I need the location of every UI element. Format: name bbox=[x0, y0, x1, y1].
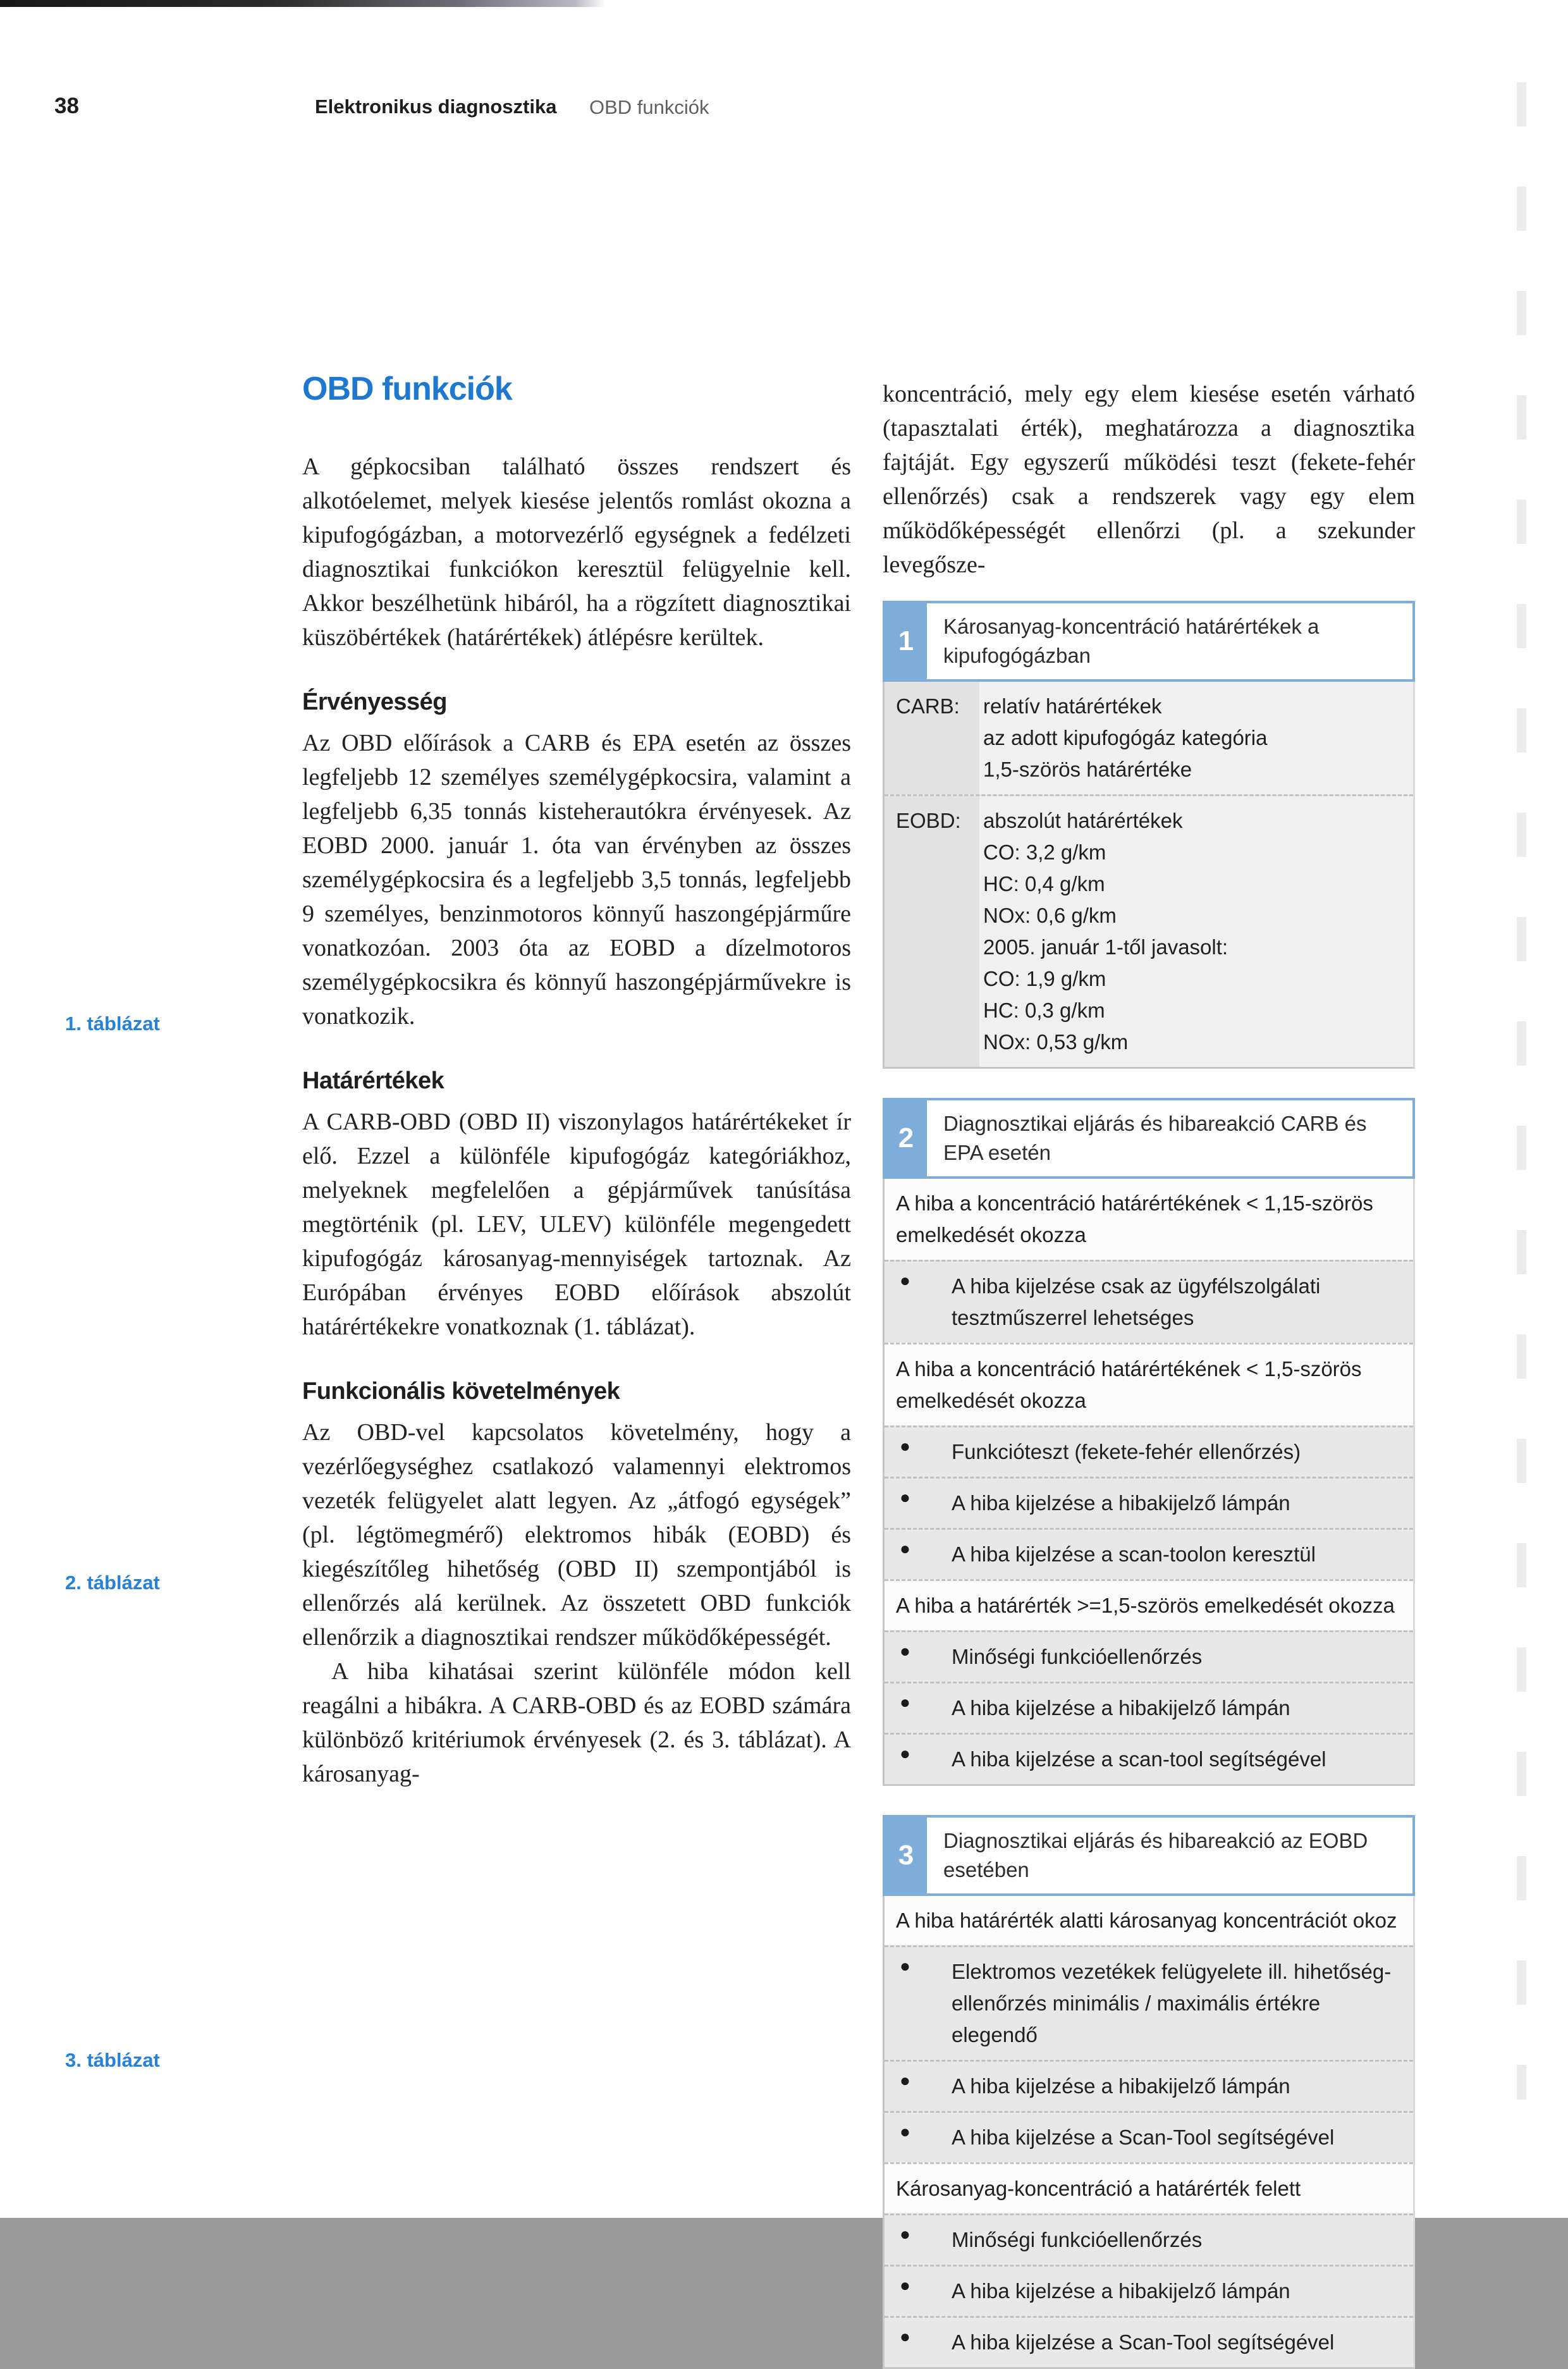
paragraph-validity: Az OBD előírások a CARB és EPA esetén az összes legfeljebb 12 személyes személygépkocsira, valamint a legfeljebb 6,35 tonnás kisteherautókra érvényesek. Az EOBD 2000. január 1. óta van érvényben az összes személygépkocsira és a legfeljebb 3,5 tonnás, legfeljebb 9 személyes, benzinmotoros könnyű haszongépjárműre vonatkozóan. 2003 óta az EOBD a dízelmotoros személygépkocsikra és könnyű haszongépjárművekre is vonatkozik. bbox=[302, 730, 851, 1030]
table-cell: NOx: 0,53 g/km bbox=[983, 1030, 1129, 1054]
bullet-text: Funkcióteszt (fekete-fehér ellenőrzés) bbox=[952, 1440, 1301, 1463]
bullet-icon bbox=[885, 1262, 952, 1343]
table-3-number-badge: 3 bbox=[885, 1818, 927, 1893]
table-1-body bbox=[883, 682, 1415, 1069]
bullet-icon bbox=[885, 2318, 952, 2367]
table-2-carb-epa-procedure bbox=[883, 1098, 1415, 1786]
table-bullet-row bbox=[885, 1528, 1413, 1579]
bullet-text: A hiba kijelzése a hibakijelző lámpán bbox=[952, 1696, 1290, 1720]
table-2-number-badge: 2 bbox=[885, 1100, 927, 1176]
bullet-text: A hiba kijelzése csak az ügyfélszolgálati tesztműszerrel lehetséges bbox=[952, 1274, 1321, 1329]
table-3-header bbox=[883, 1815, 1415, 1896]
paragraph-functional-2: A hiba kihatásai szerint különféle módon kell reagálni a hibákra. A CARB-OBD és az EOBD számára különböző kritériumok érvényesek (2. és 3. táblázat). A károsanyag- bbox=[302, 1658, 851, 1787]
paragraph-limits: A CARB-OBD (OBD II) viszonylagos határértékeket ír elő. Ezzel a különféle kipufogógáz kategóriákhoz, melyeknek megfelelően a gépjárművek tanúsítása megtörténik (pl. LEV, ULEV) különféle megengedett kipufogógáz károsanyag-mennyiségek tartoznak. Az Európában érvényes EOBD előírások abszolút határértékekre vonatkoznak (1. táblázat). bbox=[302, 1109, 851, 1340]
scan-edge-artifact bbox=[1517, 82, 1526, 2100]
table-section-row: A hiba a határérték >=1,5-szörös emelkedését okozza bbox=[885, 1579, 1413, 1630]
table-cell: 2005. január 1-től javasolt: bbox=[983, 935, 1228, 959]
left-column bbox=[302, 370, 851, 1791]
margin-label-table3: 3. táblázat bbox=[65, 2049, 160, 2071]
table-section-row: Károsanyag-koncentráció a határérték felett bbox=[885, 2162, 1413, 2213]
table-1-title: Károsanyag-koncentráció határértékek a kipufogógázban bbox=[943, 615, 1320, 667]
bullet-text: Minőségi funkcióellenőrzés bbox=[952, 1645, 1203, 1668]
bullet-text: Elektromos vezetékek felügyelete ill. hihetőség-ellenőrzés minimális / maximális értékre elegendő bbox=[952, 1960, 1392, 2046]
table-cell: HC: 0,4 g/km bbox=[983, 872, 1105, 895]
table-2-body bbox=[883, 1179, 1415, 1786]
margin-label-table1: 1. táblázat bbox=[65, 1012, 160, 1035]
table-bullet-row bbox=[885, 1630, 1413, 1682]
table-1-carb-label: CARB: bbox=[885, 682, 979, 794]
margin-label-table2: 2. táblázat bbox=[65, 1572, 160, 1594]
table-1-carb-values bbox=[979, 682, 1413, 794]
page-title: OBD funkciók bbox=[302, 371, 512, 407]
table-row bbox=[885, 682, 1413, 794]
table-cell: HC: 0,3 g/km bbox=[983, 999, 1105, 1022]
table-cell: 1,5-szörös határértéke bbox=[983, 758, 1192, 781]
table-cell: abszolút határértékek bbox=[983, 809, 1183, 832]
table-bullet-row bbox=[885, 1682, 1413, 1733]
table-bullet-row bbox=[885, 2316, 1413, 2367]
paragraph-functional-1: Az OBD-vel kapcsolatos követelmény, hogy a vezérlőegységhez csatlakozó valamennyi elektromos vezeték felügyelet alatt legyen. Az „átfogó egységek” (pl. légtömegmérő) elektromos hibák (EOBD) és kiegészítőleg hihetőség (OBD II) szempontjából is ellenőrzés alá kerülnek. Az összetett OBD funkciók ellenőrzik a diagnosztikai rendszer működőképességét. bbox=[302, 1419, 851, 1651]
right-column bbox=[883, 377, 1415, 2369]
heading-limits: Határértékek bbox=[302, 1068, 444, 1094]
table-1-eobd-label: EOBD: bbox=[885, 796, 979, 1067]
table-bullet-row bbox=[885, 1425, 1413, 1477]
bullet-text: A hiba kijelzése a hibakijelző lámpán bbox=[952, 2279, 1290, 2303]
table-bullet-row bbox=[885, 1260, 1413, 1343]
bullet-icon bbox=[885, 2062, 952, 2111]
table-1-emission-limits bbox=[883, 601, 1415, 1069]
bullet-text: A hiba kijelzése a hibakijelző lámpán bbox=[952, 1491, 1290, 1515]
running-header-section: OBD funkciók bbox=[589, 96, 709, 118]
bullet-text: Minőségi funkcióellenőrzés bbox=[952, 2228, 1203, 2251]
bullet-icon bbox=[885, 1632, 952, 1682]
table-bullet-row bbox=[885, 2265, 1413, 2316]
bullet-icon bbox=[885, 2267, 952, 2316]
table-2-header bbox=[883, 1098, 1415, 1179]
bullet-icon bbox=[885, 1530, 952, 1579]
table-cell: relatív határértékek bbox=[983, 694, 1162, 718]
paragraph-continuation: koncentráció, mely egy elem kiesése esetén várható (tapasztalati érték), meghatározza a diagnosztika fajtáját. Egy egyszerű működési teszt (fekete-fehér ellenőrzés) csak a rendszerek vagy egy elem működőképességét ellenőrzi (pl. a szekunder levegősze- bbox=[883, 381, 1415, 578]
table-3-eobd-procedure bbox=[883, 1815, 1415, 2369]
bullet-text: A hiba kijelzése a scan-toolon keresztül bbox=[952, 1542, 1316, 1566]
bullet-icon bbox=[885, 1479, 952, 1528]
table-section-row: A hiba a koncentráció határértékének < 1,5-szörös emelkedését okozza bbox=[885, 1343, 1413, 1425]
running-header-chapter: Elektronikus diagnosztika bbox=[315, 95, 557, 118]
table-cell: az adott kipufogógáz kategória bbox=[983, 726, 1268, 749]
table-cell: CO: 3,2 g/km bbox=[983, 840, 1106, 864]
bullet-icon bbox=[885, 1683, 952, 1733]
table-bullet-row bbox=[885, 1733, 1413, 1784]
bullet-text: A hiba kijelzése a Scan-Tool segítségével bbox=[952, 2330, 1335, 2354]
bullet-icon bbox=[885, 1947, 952, 2060]
bullet-icon bbox=[885, 2215, 952, 2265]
bullet-text: A hiba kijelzése a Scan-Tool segítségével bbox=[952, 2126, 1335, 2149]
table-3-body bbox=[883, 1896, 1415, 2369]
table-bullet-row bbox=[885, 1477, 1413, 1528]
bullet-icon bbox=[885, 1735, 952, 1784]
table-1-header bbox=[883, 601, 1415, 682]
table-bullet-row bbox=[885, 2060, 1413, 2111]
bullet-icon bbox=[885, 1427, 952, 1477]
table-1-eobd-values bbox=[979, 796, 1413, 1067]
table-bullet-row bbox=[885, 1945, 1413, 2060]
table-bullet-row bbox=[885, 2111, 1413, 2162]
table-row bbox=[885, 794, 1413, 1067]
bullet-text: A hiba kijelzése a scan-tool segítségével bbox=[952, 1747, 1326, 1771]
scan-top-bar bbox=[0, 0, 606, 7]
table-cell: NOx: 0,6 g/km bbox=[983, 904, 1117, 927]
table-cell: CO: 1,9 g/km bbox=[983, 967, 1106, 990]
table-2-title: Diagnosztikai eljárás és hibareakció CARB és EPA esetén bbox=[943, 1112, 1367, 1164]
heading-validity: Érvényesség bbox=[302, 689, 447, 715]
bullet-text: A hiba kijelzése a hibakijelző lámpán bbox=[952, 2074, 1290, 2098]
heading-functional-requirements: Funkcionális követelmények bbox=[302, 1378, 620, 1405]
table-section-row: A hiba a koncentráció határértékének < 1,15-szörös emelkedését okozza bbox=[885, 1179, 1413, 1260]
table-section-row: A hiba határérték alatti károsanyag koncentrációt okoz bbox=[885, 1896, 1413, 1945]
table-1-number-badge: 1 bbox=[885, 603, 927, 679]
bullet-icon bbox=[885, 2113, 952, 2162]
table-3-title: Diagnosztikai eljárás és hibareakció az EOBD esetében bbox=[943, 1829, 1368, 1881]
paragraph-intro: A gépkocsiban található összes rendszert és alkotóelemet, melyek kiesése jelentős romlást okozna a kipufogógázban, a motorvezérlő egységnek a fedélzeti diagnosztikai funkciókon keresztül felügyelnie kell. Akkor beszélhetünk hibáról, ha a rögzített diagnosztikai küszöbértékek (határértékek) átlépésre kerültek. bbox=[302, 453, 851, 651]
table-bullet-row bbox=[885, 2213, 1413, 2265]
page-number: 38 bbox=[54, 94, 79, 118]
